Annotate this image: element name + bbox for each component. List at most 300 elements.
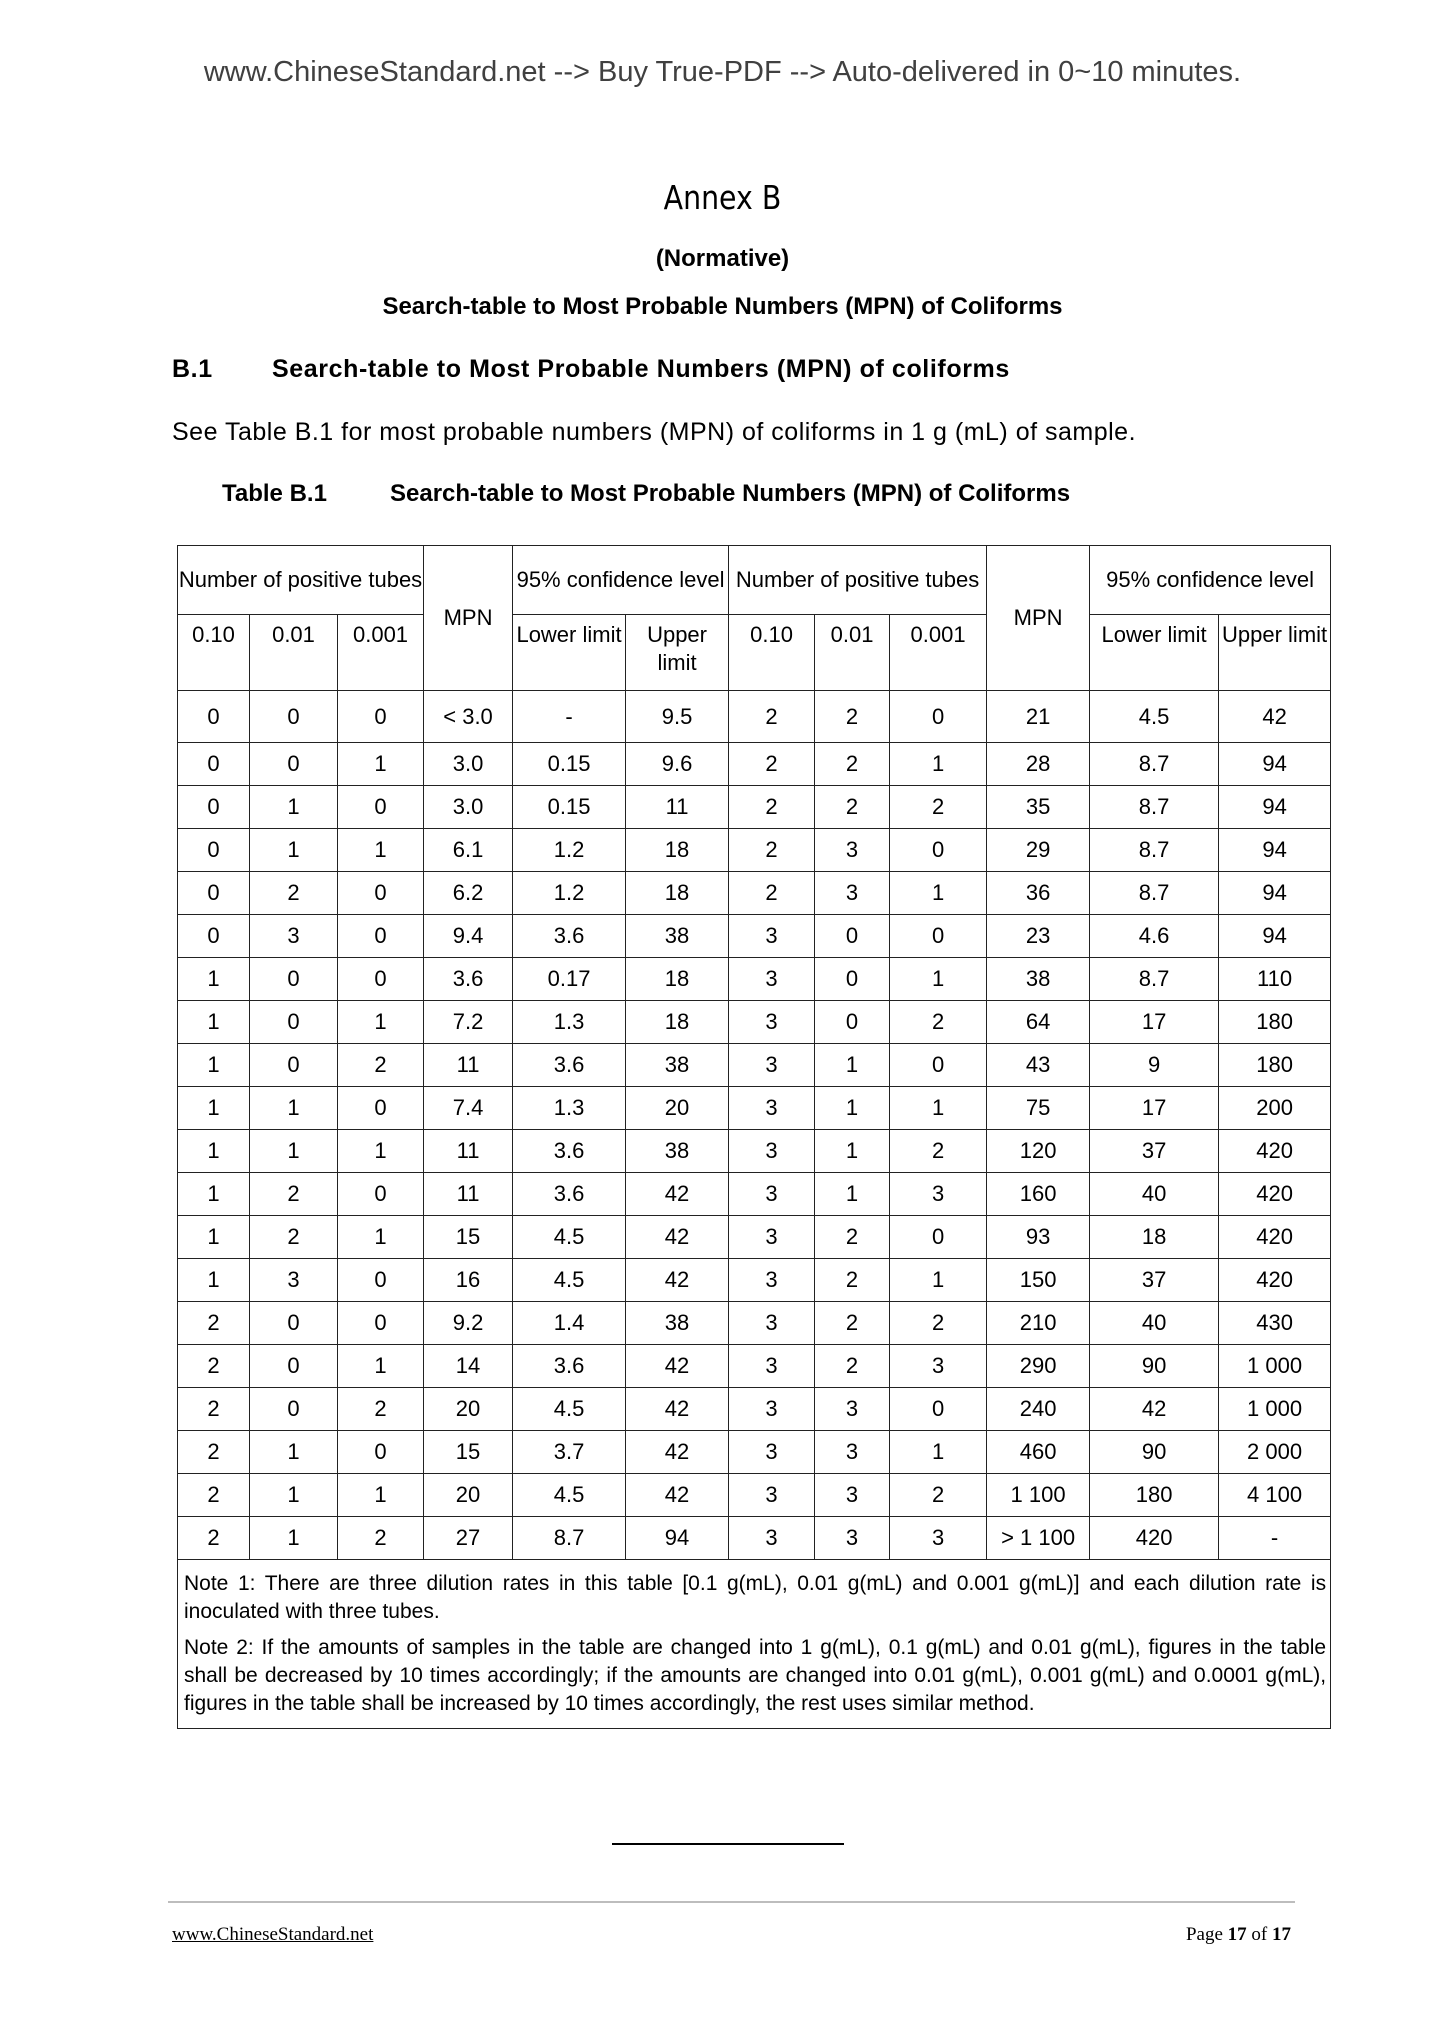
right-tubes-0-001-cell: 0	[890, 691, 987, 743]
left-lower-limit-cell: 3.6	[513, 915, 626, 958]
left-upper-limit-cell: 9.5	[626, 691, 729, 743]
right-upper-limit-cell: 420	[1219, 1130, 1331, 1173]
left-lower-limit-cell: -	[513, 691, 626, 743]
left-upper-limit-cell: 18	[626, 1001, 729, 1044]
table-row	[178, 872, 1331, 915]
right-tubes-0-001-cell: 0	[890, 915, 987, 958]
left-upper-limit-cell: 38	[626, 1044, 729, 1087]
right-lower-limit-cell: 40	[1090, 1173, 1219, 1216]
right-tubes-0-001-cell: 1	[890, 1259, 987, 1302]
left-upper-limit-cell: 9.6	[626, 743, 729, 786]
left-lower-limit-cell: 3.6	[513, 1130, 626, 1173]
left-tubes-0-001-cell: 1	[338, 1345, 424, 1388]
right-tubes-0-01-cell: 3	[815, 1388, 890, 1431]
left-tubes-0-001-cell: 2	[338, 1517, 424, 1560]
left-mpn-cell: 9.2	[424, 1302, 513, 1345]
right-tubes-0-001-cell: 2	[890, 786, 987, 829]
right-upper-limit-cell: 94	[1219, 786, 1331, 829]
right-tubes-0-01-cell: 2	[815, 1216, 890, 1259]
right-tubes-0-001-cell: 1	[890, 1431, 987, 1474]
left-tubes-0-10-cell: 1	[178, 958, 250, 1001]
left-mpn-cell: 6.2	[424, 872, 513, 915]
left-tubes-0-10-cell: 2	[178, 1345, 250, 1388]
right-mpn-cell: 1 100	[987, 1474, 1090, 1517]
right-tubes-0-01-cell: 3	[815, 872, 890, 915]
left-upper-limit-cell: 94	[626, 1517, 729, 1560]
right-upper-limit-cell: 180	[1219, 1044, 1331, 1087]
right-upper-limit-cell: 200	[1219, 1087, 1331, 1130]
right-upper-limit-cell: 94	[1219, 915, 1331, 958]
left-tubes-0-01-cell: 2	[250, 1173, 338, 1216]
right-tubes-0-10-cell: 2	[729, 691, 815, 743]
right-upper-limit-cell: 430	[1219, 1302, 1331, 1345]
left-upper-limit-cell: 42	[626, 1474, 729, 1517]
header-positive-tubes-left: Number of positive tubes	[178, 546, 424, 615]
left-tubes-0-001-cell: 1	[338, 1216, 424, 1259]
left-tubes-0-001-cell: 0	[338, 1173, 424, 1216]
table-notes	[178, 1560, 1331, 1729]
right-tubes-0-01-cell: 1	[815, 1044, 890, 1087]
table-number: Table B.1	[222, 480, 327, 507]
left-tubes-0-10-cell: 1	[178, 1044, 250, 1087]
right-upper-limit-cell: 180	[1219, 1001, 1331, 1044]
left-tubes-0-01-cell: 0	[250, 1345, 338, 1388]
left-tubes-0-01-cell: 0	[250, 1302, 338, 1345]
footer-site-link[interactable]: www.ChineseStandard.net	[172, 1924, 374, 1945]
left-lower-limit-cell: 1.4	[513, 1302, 626, 1345]
header-positive-tubes-right: Number of positive tubes	[729, 546, 987, 615]
left-tubes-0-01-cell: 0	[250, 958, 338, 1001]
table-row	[178, 915, 1331, 958]
right-tubes-0-001-cell: 1	[890, 872, 987, 915]
table-row	[178, 1474, 1331, 1517]
right-mpn-cell: 29	[987, 829, 1090, 872]
right-tubes-0-01-cell: 2	[815, 1259, 890, 1302]
right-mpn-cell: 210	[987, 1302, 1090, 1345]
right-lower-limit-cell: 4.5	[1090, 691, 1219, 743]
left-tubes-0-10-cell: 2	[178, 1388, 250, 1431]
right-upper-limit-cell: 4 100	[1219, 1474, 1331, 1517]
header-dilution-0-10: 0.10	[729, 615, 815, 691]
right-lower-limit-cell: 4.6	[1090, 915, 1219, 958]
left-tubes-0-10-cell: 1	[178, 1130, 250, 1173]
right-tubes-0-01-cell: 0	[815, 958, 890, 1001]
right-lower-limit-cell: 90	[1090, 1431, 1219, 1474]
left-tubes-0-001-cell: 0	[338, 1259, 424, 1302]
left-tubes-0-10-cell: 1	[178, 1173, 250, 1216]
right-tubes-0-10-cell: 3	[729, 1302, 815, 1345]
left-tubes-0-01-cell: 3	[250, 1259, 338, 1302]
left-upper-limit-cell: 11	[626, 786, 729, 829]
left-tubes-0-01-cell: 2	[250, 872, 338, 915]
section-heading	[172, 355, 1010, 384]
header-row-2	[178, 615, 1331, 691]
section-number: B.1	[172, 355, 213, 383]
left-tubes-0-001-cell: 0	[338, 1302, 424, 1345]
right-tubes-0-10-cell: 2	[729, 872, 815, 915]
right-tubes-0-10-cell: 3	[729, 1388, 815, 1431]
table-row	[178, 1001, 1331, 1044]
right-tubes-0-01-cell: 2	[815, 1302, 890, 1345]
left-tubes-0-10-cell: 2	[178, 1517, 250, 1560]
left-tubes-0-10-cell: 2	[178, 1474, 250, 1517]
right-lower-limit-cell: 180	[1090, 1474, 1219, 1517]
left-tubes-0-01-cell: 0	[250, 1044, 338, 1087]
annex-subtitle: Search-table to Most Probable Numbers (MPN) of Coliforms	[382, 293, 1063, 320]
right-lower-limit-cell: 9	[1090, 1044, 1219, 1087]
left-mpn-cell: 15	[424, 1216, 513, 1259]
right-mpn-cell: 160	[987, 1173, 1090, 1216]
table-row	[178, 743, 1331, 786]
right-tubes-0-01-cell: 0	[815, 1001, 890, 1044]
right-mpn-cell: 93	[987, 1216, 1090, 1259]
left-tubes-0-001-cell: 1	[338, 743, 424, 786]
left-tubes-0-001-cell: 0	[338, 915, 424, 958]
right-tubes-0-10-cell: 2	[729, 743, 815, 786]
left-upper-limit-cell: 42	[626, 1259, 729, 1302]
right-tubes-0-001-cell: 1	[890, 1087, 987, 1130]
table-caption	[222, 480, 1070, 508]
right-upper-limit-cell: 1 000	[1219, 1388, 1331, 1431]
right-lower-limit-cell: 40	[1090, 1302, 1219, 1345]
total-pages: 17	[1272, 1924, 1291, 1945]
table-row	[178, 786, 1331, 829]
right-tubes-0-001-cell: 1	[890, 958, 987, 1001]
left-upper-limit-cell: 20	[626, 1087, 729, 1130]
right-tubes-0-01-cell: 3	[815, 1474, 890, 1517]
right-tubes-0-001-cell: 2	[890, 1302, 987, 1345]
left-lower-limit-cell: 3.7	[513, 1431, 626, 1474]
right-tubes-0-01-cell: 2	[815, 691, 890, 743]
right-tubes-0-01-cell: 2	[815, 1345, 890, 1388]
table-row	[178, 1259, 1331, 1302]
left-mpn-cell: 7.4	[424, 1087, 513, 1130]
right-tubes-0-10-cell: 3	[729, 1130, 815, 1173]
right-tubes-0-001-cell: 3	[890, 1345, 987, 1388]
left-tubes-0-01-cell: 0	[250, 1388, 338, 1431]
left-lower-limit-cell: 4.5	[513, 1388, 626, 1431]
right-tubes-0-01-cell: 3	[815, 829, 890, 872]
left-upper-limit-cell: 42	[626, 1173, 729, 1216]
left-mpn-cell: 3.0	[424, 743, 513, 786]
left-mpn-cell: 27	[424, 1517, 513, 1560]
right-tubes-0-10-cell: 3	[729, 1474, 815, 1517]
left-mpn-cell: 6.1	[424, 829, 513, 872]
right-mpn-cell: 43	[987, 1044, 1090, 1087]
right-upper-limit-cell: 420	[1219, 1216, 1331, 1259]
left-tubes-0-10-cell: 0	[178, 915, 250, 958]
section-intro: See Table B.1 for most probable numbers (MPN) of coliforms in 1 g (mL) of sample.	[172, 418, 1137, 446]
left-lower-limit-cell: 0.15	[513, 743, 626, 786]
left-mpn-cell: 11	[424, 1044, 513, 1087]
left-lower-limit-cell: 1.2	[513, 829, 626, 872]
header-dilution-0-01: 0.01	[815, 615, 890, 691]
right-tubes-0-01-cell: 2	[815, 743, 890, 786]
header-upper-limit: Upper limit	[626, 615, 729, 691]
left-tubes-0-001-cell: 0	[338, 1087, 424, 1130]
left-lower-limit-cell: 1.2	[513, 872, 626, 915]
left-upper-limit-cell: 42	[626, 1216, 729, 1259]
table-row	[178, 958, 1331, 1001]
left-upper-limit-cell: 38	[626, 915, 729, 958]
left-tubes-0-01-cell: 1	[250, 1517, 338, 1560]
right-tubes-0-10-cell: 3	[729, 1087, 815, 1130]
note-1: Note 1: There are three dilution rates in this table [0.1 g(mL), 0.01 g(mL) and 0.001 g(mL)] and each dilution rate is inoculated with three tubes.	[184, 1572, 1327, 1623]
right-tubes-0-001-cell: 0	[890, 1388, 987, 1431]
right-tubes-0-10-cell: 3	[729, 1001, 815, 1044]
header-lower-limit: Lower limit	[513, 615, 626, 691]
right-tubes-0-10-cell: 3	[729, 1259, 815, 1302]
right-mpn-cell: 36	[987, 872, 1090, 915]
left-tubes-0-001-cell: 0	[338, 958, 424, 1001]
left-lower-limit-cell: 0.15	[513, 786, 626, 829]
left-tubes-0-001-cell: 1	[338, 1130, 424, 1173]
left-lower-limit-cell: 3.6	[513, 1345, 626, 1388]
left-lower-limit-cell: 3.6	[513, 1173, 626, 1216]
notes-row	[178, 1560, 1331, 1729]
left-mpn-cell: < 3.0	[424, 691, 513, 743]
current-page: 17	[1227, 1924, 1247, 1945]
right-lower-limit-cell: 37	[1090, 1130, 1219, 1173]
right-tubes-0-01-cell: 1	[815, 1087, 890, 1130]
right-mpn-cell: 75	[987, 1087, 1090, 1130]
right-tubes-0-10-cell: 3	[729, 958, 815, 1001]
right-upper-limit-cell: 110	[1219, 958, 1331, 1001]
left-lower-limit-cell: 1.3	[513, 1001, 626, 1044]
left-lower-limit-cell: 0.17	[513, 958, 626, 1001]
note-2: Note 2: If the amounts of samples in the table are changed into 1 g(mL), 0.1 g(mL) and 0.01 g(mL), figures in the table shall be decreased by 10 times accordingly; if the amounts are changed into 0.01 g(mL), 0.001 g(mL) and 0.0001 g(mL), figures in the table shall be increased by 10 times accordingly, the rest uses similar method.	[184, 1636, 1327, 1715]
annex-type: (Normative)	[655, 245, 790, 272]
section-title: Search-table to Most Probable Numbers (MPN) of coliforms	[272, 355, 1010, 383]
right-tubes-0-10-cell: 3	[729, 1216, 815, 1259]
table-row	[178, 1173, 1331, 1216]
left-mpn-cell: 20	[424, 1474, 513, 1517]
right-tubes-0-001-cell: 3	[890, 1517, 987, 1560]
left-tubes-0-001-cell: 2	[338, 1388, 424, 1431]
right-tubes-0-01-cell: 3	[815, 1517, 890, 1560]
right-upper-limit-cell: 2 000	[1219, 1431, 1331, 1474]
left-tubes-0-10-cell: 0	[178, 872, 250, 915]
right-upper-limit-cell: 420	[1219, 1173, 1331, 1216]
table-row	[178, 1431, 1331, 1474]
right-tubes-0-001-cell: 2	[890, 1130, 987, 1173]
left-tubes-0-01-cell: 1	[250, 1474, 338, 1517]
left-tubes-0-001-cell: 0	[338, 872, 424, 915]
left-tubes-0-01-cell: 3	[250, 915, 338, 958]
right-mpn-cell: 460	[987, 1431, 1090, 1474]
header-dilution-0-01: 0.01	[250, 615, 338, 691]
right-tubes-0-01-cell: 0	[815, 915, 890, 958]
left-tubes-0-01-cell: 1	[250, 829, 338, 872]
right-tubes-0-10-cell: 2	[729, 786, 815, 829]
left-tubes-0-01-cell: 1	[250, 1130, 338, 1173]
left-tubes-0-01-cell: 0	[250, 691, 338, 743]
right-upper-limit-cell: 1 000	[1219, 1345, 1331, 1388]
left-mpn-cell: 11	[424, 1130, 513, 1173]
left-lower-limit-cell: 4.5	[513, 1216, 626, 1259]
mpn-table	[177, 545, 1331, 1729]
header-mpn-left: MPN	[424, 546, 513, 691]
left-tubes-0-001-cell: 1	[338, 1001, 424, 1044]
left-tubes-0-001-cell: 0	[338, 786, 424, 829]
left-tubes-0-10-cell: 0	[178, 786, 250, 829]
left-tubes-0-01-cell: 1	[250, 1087, 338, 1130]
left-mpn-cell: 20	[424, 1388, 513, 1431]
right-upper-limit-cell: -	[1219, 1517, 1331, 1560]
left-upper-limit-cell: 38	[626, 1130, 729, 1173]
right-tubes-0-001-cell: 0	[890, 829, 987, 872]
left-tubes-0-10-cell: 2	[178, 1431, 250, 1474]
right-lower-limit-cell: 18	[1090, 1216, 1219, 1259]
left-mpn-cell: 3.6	[424, 958, 513, 1001]
left-tubes-0-10-cell: 0	[178, 691, 250, 743]
table-row	[178, 1044, 1331, 1087]
header-dilution-0-10: 0.10	[178, 615, 250, 691]
right-mpn-cell: 23	[987, 915, 1090, 958]
top-banner: www.ChineseStandard.net --> Buy True-PDF --> Auto-delivered in 0~10 minutes.	[203, 56, 1242, 88]
table-row	[178, 691, 1331, 743]
right-lower-limit-cell: 90	[1090, 1345, 1219, 1388]
left-mpn-cell: 3.0	[424, 786, 513, 829]
end-of-document-rule	[612, 1843, 844, 1845]
right-lower-limit-cell: 8.7	[1090, 829, 1219, 872]
table-row	[178, 1388, 1331, 1431]
page-number: Page 17 of 17	[1185, 1924, 1291, 1945]
table-row	[178, 1216, 1331, 1259]
right-mpn-cell: 28	[987, 743, 1090, 786]
left-tubes-0-01-cell: 1	[250, 786, 338, 829]
left-tubes-0-10-cell: 1	[178, 1001, 250, 1044]
header-row-1	[178, 546, 1331, 615]
right-lower-limit-cell: 8.7	[1090, 958, 1219, 1001]
right-tubes-0-001-cell: 3	[890, 1173, 987, 1216]
table-row	[178, 1345, 1331, 1388]
left-tubes-0-001-cell: 0	[338, 691, 424, 743]
right-tubes-0-001-cell: 0	[890, 1216, 987, 1259]
left-mpn-cell: 16	[424, 1259, 513, 1302]
right-tubes-0-01-cell: 1	[815, 1173, 890, 1216]
left-tubes-0-01-cell: 0	[250, 1001, 338, 1044]
left-lower-limit-cell: 4.5	[513, 1474, 626, 1517]
left-tubes-0-10-cell: 0	[178, 829, 250, 872]
left-tubes-0-001-cell: 2	[338, 1044, 424, 1087]
right-tubes-0-01-cell: 1	[815, 1130, 890, 1173]
right-lower-limit-cell: 420	[1090, 1517, 1219, 1560]
left-upper-limit-cell: 42	[626, 1431, 729, 1474]
left-tubes-0-01-cell: 1	[250, 1431, 338, 1474]
table-row	[178, 1130, 1331, 1173]
table-row	[178, 1302, 1331, 1345]
right-mpn-cell: 150	[987, 1259, 1090, 1302]
right-lower-limit-cell: 8.7	[1090, 786, 1219, 829]
right-tubes-0-001-cell: 1	[890, 743, 987, 786]
right-tubes-0-10-cell: 3	[729, 1345, 815, 1388]
header-confidence-right: 95% confidence level	[1090, 546, 1331, 615]
left-mpn-cell: 14	[424, 1345, 513, 1388]
right-tubes-0-10-cell: 3	[729, 1431, 815, 1474]
left-mpn-cell: 11	[424, 1173, 513, 1216]
table-row	[178, 1087, 1331, 1130]
header-upper-limit: Upper limit	[1219, 615, 1331, 691]
left-tubes-0-01-cell: 0	[250, 743, 338, 786]
right-mpn-cell: > 1 100	[987, 1517, 1090, 1560]
left-mpn-cell: 9.4	[424, 915, 513, 958]
right-tubes-0-10-cell: 3	[729, 915, 815, 958]
right-tubes-0-01-cell: 3	[815, 1431, 890, 1474]
left-tubes-0-10-cell: 2	[178, 1302, 250, 1345]
table-body	[178, 691, 1331, 1560]
header-confidence-left: 95% confidence level	[513, 546, 729, 615]
right-tubes-0-10-cell: 3	[729, 1517, 815, 1560]
right-lower-limit-cell: 8.7	[1090, 743, 1219, 786]
left-upper-limit-cell: 42	[626, 1388, 729, 1431]
left-upper-limit-cell: 38	[626, 1302, 729, 1345]
right-mpn-cell: 35	[987, 786, 1090, 829]
header-mpn-right: MPN	[987, 546, 1090, 691]
header-dilution-0-001: 0.001	[338, 615, 424, 691]
right-lower-limit-cell: 17	[1090, 1001, 1219, 1044]
left-tubes-0-10-cell: 1	[178, 1216, 250, 1259]
right-tubes-0-10-cell: 2	[729, 829, 815, 872]
right-tubes-0-10-cell: 3	[729, 1173, 815, 1216]
right-upper-limit-cell: 42	[1219, 691, 1331, 743]
right-lower-limit-cell: 37	[1090, 1259, 1219, 1302]
left-upper-limit-cell: 18	[626, 829, 729, 872]
right-mpn-cell: 64	[987, 1001, 1090, 1044]
left-tubes-0-10-cell: 1	[178, 1259, 250, 1302]
right-upper-limit-cell: 94	[1219, 829, 1331, 872]
left-tubes-0-001-cell: 1	[338, 1474, 424, 1517]
right-lower-limit-cell: 8.7	[1090, 872, 1219, 915]
right-mpn-cell: 38	[987, 958, 1090, 1001]
left-tubes-0-10-cell: 0	[178, 743, 250, 786]
left-upper-limit-cell: 18	[626, 872, 729, 915]
left-mpn-cell: 7.2	[424, 1001, 513, 1044]
left-tubes-0-01-cell: 2	[250, 1216, 338, 1259]
right-mpn-cell: 21	[987, 691, 1090, 743]
right-tubes-0-01-cell: 2	[815, 786, 890, 829]
right-upper-limit-cell: 420	[1219, 1259, 1331, 1302]
left-lower-limit-cell: 1.3	[513, 1087, 626, 1130]
right-tubes-0-10-cell: 3	[729, 1044, 815, 1087]
header-dilution-0-001: 0.001	[890, 615, 987, 691]
right-mpn-cell: 290	[987, 1345, 1090, 1388]
left-upper-limit-cell: 18	[626, 958, 729, 1001]
right-upper-limit-cell: 94	[1219, 872, 1331, 915]
right-mpn-cell: 120	[987, 1130, 1090, 1173]
left-lower-limit-cell: 4.5	[513, 1259, 626, 1302]
left-mpn-cell: 15	[424, 1431, 513, 1474]
footer-divider	[168, 1901, 1295, 1903]
left-lower-limit-cell: 8.7	[513, 1517, 626, 1560]
right-tubes-0-001-cell: 2	[890, 1001, 987, 1044]
right-tubes-0-001-cell: 0	[890, 1044, 987, 1087]
left-lower-limit-cell: 3.6	[513, 1044, 626, 1087]
table-row	[178, 1517, 1331, 1560]
left-tubes-0-001-cell: 1	[338, 829, 424, 872]
right-tubes-0-001-cell: 2	[890, 1474, 987, 1517]
table-title: Search-table to Most Probable Numbers (MPN) of Coliforms	[390, 480, 1071, 507]
right-lower-limit-cell: 17	[1090, 1087, 1219, 1130]
left-tubes-0-10-cell: 1	[178, 1087, 250, 1130]
header-lower-limit: Lower limit	[1090, 615, 1219, 691]
right-mpn-cell: 240	[987, 1388, 1090, 1431]
right-upper-limit-cell: 94	[1219, 743, 1331, 786]
left-tubes-0-001-cell: 0	[338, 1431, 424, 1474]
left-upper-limit-cell: 42	[626, 1345, 729, 1388]
table-row	[178, 829, 1331, 872]
annex-title: Annex B	[663, 178, 782, 217]
